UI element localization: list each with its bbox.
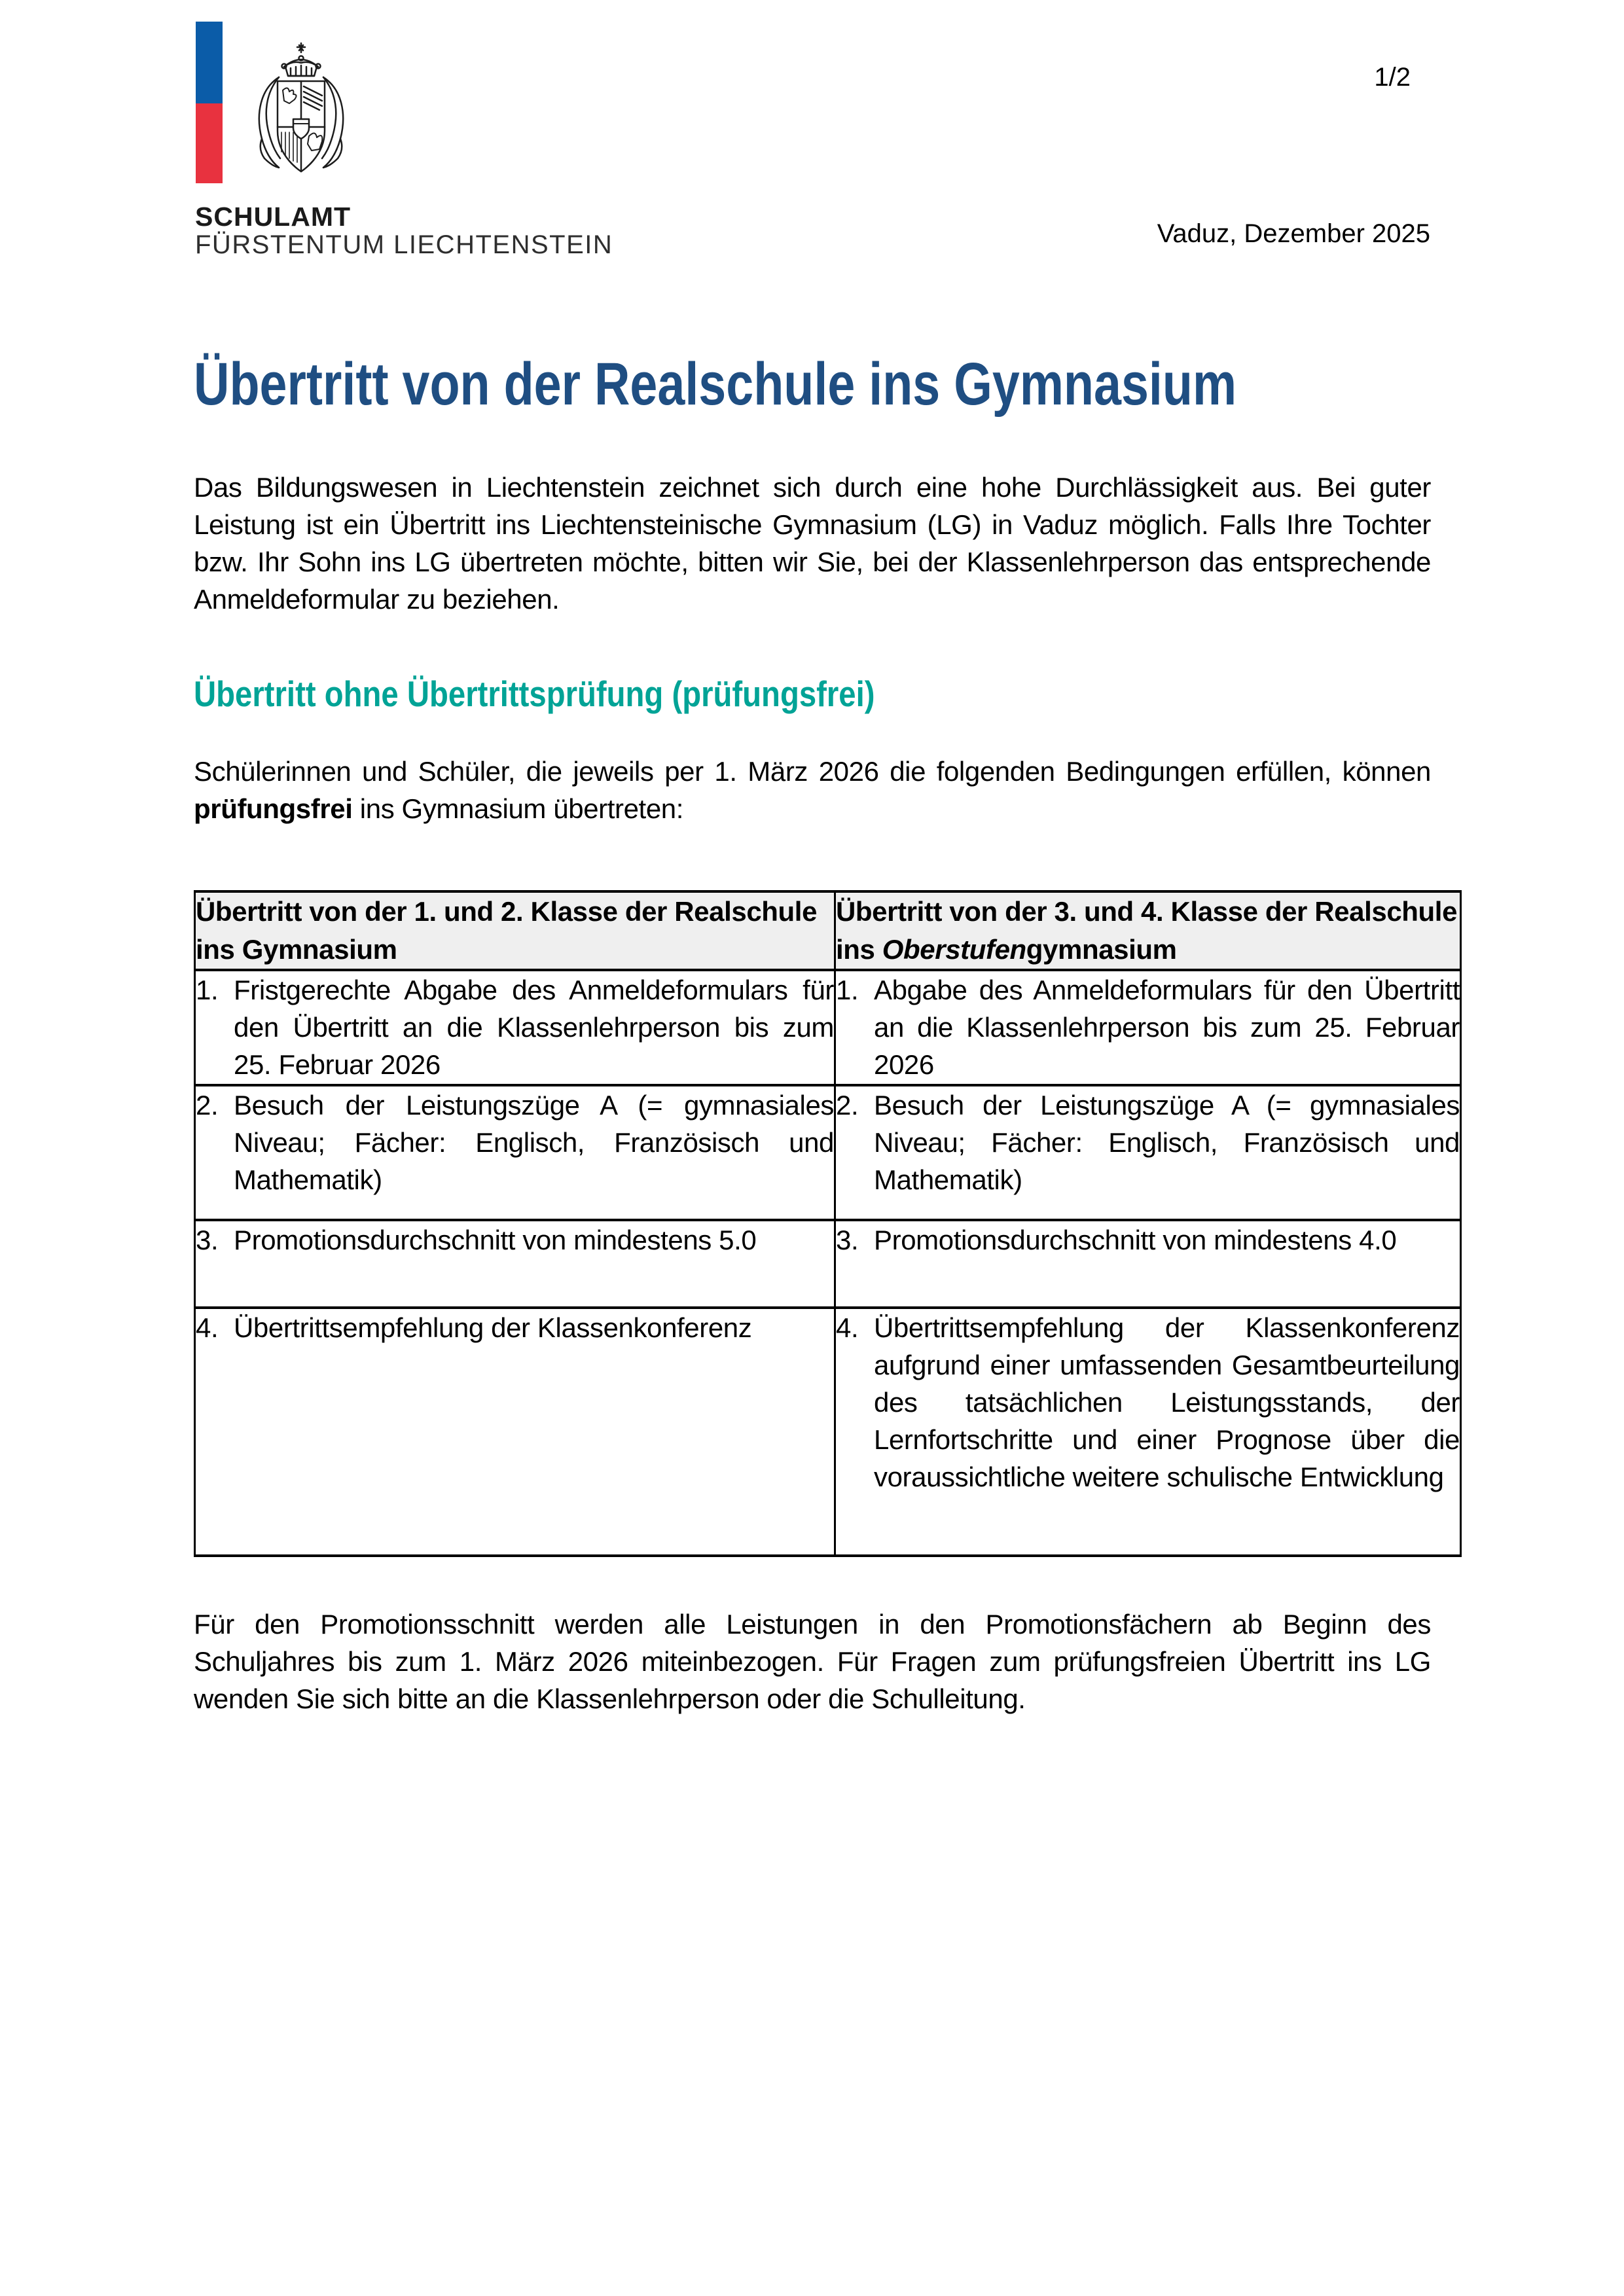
table-row bbox=[195, 970, 1461, 1085]
org-name: SCHULAMT bbox=[195, 202, 352, 232]
intro-paragraph: Das Bildungswesen in Liechtenstein zeichnet sich durch eine hohe Durchlässigkeit aus. Bei guter Leistung ist ein Übertritt ins Liechtensteinische Gymnasium (LG) in Vaduz möglich. Falls Ihre Tochter bzw. Ihr Sohn ins LG übertreten möchte, bitten wir Sie, bei der Klassenlehrperson das entsprechende Anmeldeformular zu beziehen. bbox=[194, 472, 1431, 615]
item-text: Promotionsdurchschnitt von mindestens 4.0 bbox=[874, 1225, 1397, 1255]
org-subtitle: FÜRSTENTUM LIECHTENSTEIN bbox=[195, 230, 613, 259]
place-date-line: Vaduz, Dezember 2025 bbox=[1157, 219, 1430, 248]
logo-bar-blue bbox=[196, 22, 223, 103]
page-number: 1/2 bbox=[1374, 63, 1411, 92]
item-text: Abgabe des Anmeldeformulars für den Übertritt an die Klassenlehrperson bis zum 25. Februar 2026 bbox=[874, 975, 1460, 1080]
document-content bbox=[194, 350, 1460, 1717]
table-row bbox=[195, 1220, 1461, 1308]
table-row bbox=[195, 1085, 1461, 1220]
item-number: 3. bbox=[196, 1225, 219, 1255]
table-header-row bbox=[195, 891, 1461, 970]
table-cell-right-2 bbox=[835, 1085, 1461, 1220]
conditions-table bbox=[194, 890, 1462, 1557]
table-cell-left-4 bbox=[195, 1308, 835, 1556]
section-heading: Übertritt ohne Übertrittsprüfung (prüfungsfrei) bbox=[194, 673, 875, 714]
outro-paragraph: Für den Promotionsschnitt werden alle Leistungen in den Promotionsfächern ab Beginn des Schuljahres bis zum 1. März 2026 miteinbezogen. Für Fragen zum prüfungsfreien Übertritt ins LG wenden Sie sich bitte an die Klassenlehrperson oder die Schulleitung. bbox=[194, 1609, 1431, 1714]
item-number: 2. bbox=[836, 1090, 859, 1121]
item-number: 1. bbox=[196, 975, 219, 1005]
document-title: Übertritt von der Realschule ins Gymnasium bbox=[194, 351, 1237, 418]
lead-paragraph: Schülerinnen und Schüler, die jeweils per 1. März 2026 die folgenden Bedingungen erfüllen, können prüfungsfrei ins Gymnasium übertreten: bbox=[194, 756, 1431, 824]
table-row bbox=[195, 1308, 1461, 1556]
item-text: Promotionsdurchschnitt von mindestens 5.0 bbox=[234, 1225, 757, 1255]
item-number: 1. bbox=[836, 975, 859, 1005]
item-text: Fristgerechte Abgabe des Anmeldeformulars für den Übertritt an die Klassenlehrperson bis zum 25. Februar 2026 bbox=[234, 975, 834, 1080]
item-number: 2. bbox=[196, 1090, 219, 1121]
table-cell-left-1 bbox=[195, 970, 835, 1085]
item-number: 4. bbox=[196, 1312, 219, 1343]
item-text: Übertrittsempfehlung der Klassenkonferenz aufgrund einer umfassenden Gesamtbeurteilung des tatsächlichen Leistungsstands, der Lernfortschritte und einer Prognose über die voraussichtliche weitere schulische Entwicklung bbox=[874, 1312, 1460, 1492]
table-cell-right-3 bbox=[835, 1220, 1461, 1308]
table-cell-right-1 bbox=[835, 970, 1461, 1085]
table-header-left: Übertritt von der 1. und 2. Klasse der Realschule ins Gymnasium bbox=[195, 891, 835, 970]
table-cell-left-3 bbox=[195, 1220, 835, 1308]
logo-color-bar bbox=[196, 22, 223, 183]
logo-bar-red bbox=[196, 103, 223, 183]
table-cell-left-2 bbox=[195, 1085, 835, 1220]
table-header-right: Übertritt von der 3. und 4. Klasse der Realschule ins Oberstufengymnasium bbox=[835, 891, 1461, 970]
item-number: 3. bbox=[836, 1225, 859, 1255]
item-number: 4. bbox=[836, 1312, 859, 1343]
liechtenstein-coat-of-arms-icon bbox=[236, 41, 367, 188]
item-text: Übertrittsempfehlung der Klassenkonferenz bbox=[234, 1312, 752, 1343]
item-text: Besuch der Leistungszüge A (= gymnasiales Niveau; Fächer: Englisch, Französisch und Mathematik) bbox=[234, 1090, 834, 1195]
item-text: Besuch der Leistungszüge A (= gymnasiales Niveau; Fächer: Englisch, Französisch und Mathematik) bbox=[874, 1090, 1460, 1195]
table-cell-right-4 bbox=[835, 1308, 1461, 1556]
